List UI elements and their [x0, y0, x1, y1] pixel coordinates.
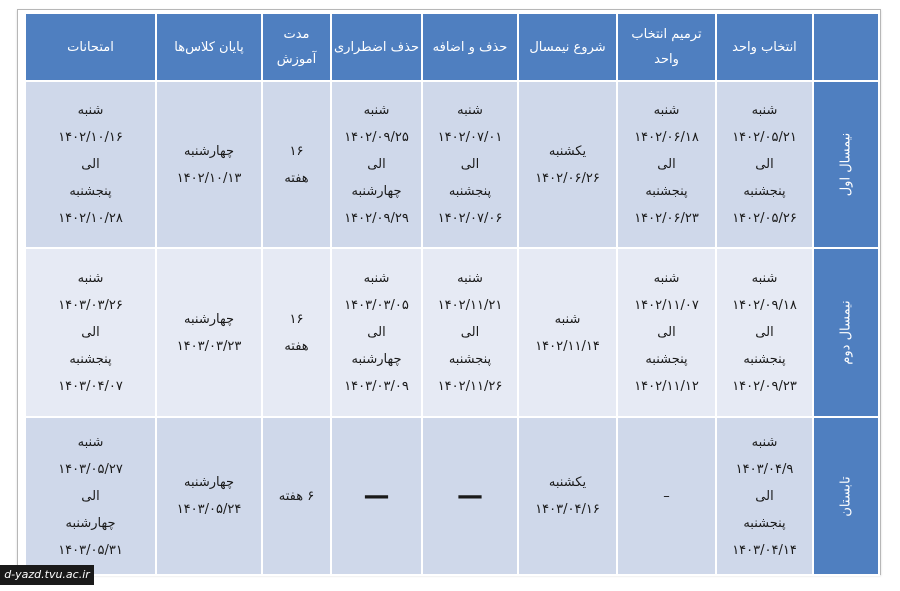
cell-add-drop: [422, 417, 518, 575]
header-add-drop: حذف و اضافه: [422, 13, 518, 81]
cell-line: ۱۴۰۳/۰۴/۱۶: [535, 502, 600, 517]
cell-line: ۱۴۰۲/۰۶/۲۳: [634, 211, 699, 226]
semester-label: [813, 81, 879, 248]
cell-line: الی: [755, 488, 774, 504]
cell-line: ۱۴۰۲/۰۷/۰۱: [437, 130, 503, 145]
cell-line: ۱۴۰۲/۰۹/۲۹: [344, 211, 409, 226]
cell-line: یکشنبه: [548, 143, 587, 159]
cell-line: ۱۴۰۳/۰۳/۲۳: [176, 338, 242, 354]
cell-line: شنبه: [77, 271, 104, 286]
cell-line: یکشنبه: [548, 475, 587, 490]
cell-duration: [262, 81, 331, 248]
cell-duration: [262, 417, 331, 575]
cell-line: شنبه: [751, 434, 778, 450]
semester-row: [25, 248, 879, 417]
cell-line: الی: [367, 325, 386, 340]
cell-line: ۱۴۰۲/۰۹/۲۵: [344, 130, 409, 145]
cell-unit-selection: [716, 81, 813, 248]
cell-line: الی: [755, 325, 774, 340]
cell-line: ۱۴۰۳/۰۳/۰۵: [344, 298, 409, 313]
cell-line: پنجشنبه: [69, 352, 112, 367]
cell-add-drop: [422, 248, 518, 417]
cell-line: شنبه: [653, 271, 680, 286]
cell-line: ۱۴۰۲/۱۰/۲۸: [58, 211, 123, 226]
cell-emergency-drop: [331, 248, 422, 417]
cell-line: ۱۴۰۳/۰۵/۲۷: [58, 461, 123, 477]
header-corner: [813, 13, 879, 81]
cell-unit-selection: [716, 417, 813, 575]
cell-line: ۱۴۰۲/۰۵/۲۱: [732, 130, 797, 145]
cell-line: ۱۴۰۲/۰۶/۲۶: [535, 170, 600, 186]
semester-label: [813, 417, 879, 575]
cell-classes-end: [156, 248, 262, 417]
cell-duration: [262, 248, 331, 417]
header-row: [25, 13, 879, 81]
header-duration: مدت آموزش: [262, 13, 331, 81]
header-unit-amendment: ترمیم انتخاب واحد: [617, 13, 716, 81]
semester-label-text: تابستان: [838, 475, 854, 517]
cell-line: ۱۴۰۳/۰۵/۲۴: [176, 502, 242, 517]
cell-line: الی: [81, 488, 100, 504]
cell-line: هفته: [284, 170, 309, 186]
cell-line: ۱۴۰۲/۱۱/۰۷: [634, 298, 699, 313]
cell-line: ۶ هفته: [278, 488, 315, 504]
cell-exams: [25, 248, 156, 417]
cell-line: الی: [657, 325, 676, 340]
cell-line: پنجشنبه: [645, 184, 688, 199]
cell-line: ۱۴۰۲/۰۹/۲۳: [732, 379, 797, 394]
cell-unit-selection: [716, 248, 813, 417]
cell-line: ۱۴۰۲/۱۱/۱۴: [535, 338, 600, 354]
cell-line: ۱۴۰۲/۰۶/۱۸: [634, 130, 699, 145]
cell-unit-amendment: [617, 417, 716, 575]
cell-line: الی: [81, 157, 100, 172]
cell-emergency-drop: [331, 417, 422, 575]
cell-line: ۱۴۰۲/۱۱/۲۶: [437, 379, 503, 394]
header-emergency-drop: حذف اضطراری: [331, 13, 422, 81]
cell-classes-end: [156, 417, 262, 575]
cell-line: چهارشنبه: [351, 184, 402, 199]
cell-line: هفته: [284, 338, 309, 354]
cell-line: شنبه: [751, 271, 778, 286]
cell-semester-start: [518, 248, 617, 417]
cell-line: چهارشنبه: [184, 311, 234, 327]
cell-line: ۱۴۰۳/۰۳/۲۶: [58, 298, 123, 313]
cell-line: ۱۴۰۳/۰۵/۳۱: [58, 542, 123, 558]
cell-line: الی: [657, 157, 676, 172]
cell-line: الی: [367, 157, 386, 172]
semester-row: [25, 417, 879, 575]
cell-line: شنبه: [77, 103, 104, 118]
cell-exams: [25, 81, 156, 248]
cell-line: پنجشنبه: [448, 352, 492, 367]
cell-line: شنبه: [363, 271, 390, 286]
cell-line: شنبه: [457, 103, 483, 118]
cell-line: ۱۴۰۳/۰۴/۹: [735, 461, 794, 477]
cell-unit-amendment: [617, 81, 716, 248]
cell-line: پنجشنبه: [743, 515, 786, 531]
header-semester-start: شروع نیمسال: [518, 13, 617, 81]
cell-line: پنجشنبه: [69, 184, 112, 199]
cell-semester-start: [518, 417, 617, 575]
cell-line: ۱۴۰۲/۱۱/۱۲: [634, 379, 699, 394]
semester-row: [25, 81, 879, 248]
semester-label: [813, 248, 879, 417]
academic-calendar-table: [24, 12, 880, 576]
cell-line: پنجشنبه: [448, 184, 492, 199]
cell-line: —: [363, 480, 390, 511]
cell-unit-amendment: [617, 248, 716, 417]
semester-label-text: نیمسال اول: [838, 132, 854, 197]
header-exams: امتحانات: [25, 13, 156, 81]
cell-emergency-drop: [331, 81, 422, 248]
cell-add-drop: [422, 81, 518, 248]
cell-line: چهارشنبه: [351, 352, 402, 367]
cell-line: ۱۶: [289, 143, 304, 159]
cell-line: ۱۴۰۲/۰۹/۱۸: [732, 298, 797, 313]
cell-line: شنبه: [751, 103, 778, 118]
cell-line: چهارشنبه: [184, 475, 234, 490]
cell-line: ۱۴۰۲/۰۷/۰۶: [437, 211, 503, 226]
cell-line: ۱۴۰۲/۱۰/۱۶: [58, 130, 123, 145]
cell-line: چهارشنبه: [65, 515, 116, 531]
cell-line: ۱۴۰۳/۰۴/۰۷: [58, 379, 123, 394]
cell-line: ۱۴۰۳/۰۴/۱۴: [732, 542, 797, 558]
header-classes-end: پایان کلاس‌ها: [156, 13, 262, 81]
cell-line: ۱۴۰۲/۱۰/۱۳: [176, 170, 242, 186]
cell-line: الی: [460, 157, 480, 172]
cell-line: —: [457, 480, 483, 511]
cell-semester-start: [518, 81, 617, 248]
cell-line: ۱۴۰۳/۰۳/۰۹: [344, 379, 409, 394]
cell-line: پنجشنبه: [743, 352, 786, 367]
site-watermark: d-yazd.tvu.ac.ir: [0, 565, 94, 585]
cell-line: شنبه: [363, 103, 390, 118]
cell-line: شنبه: [77, 434, 104, 450]
cell-line: شنبه: [554, 311, 581, 327]
cell-line: چهارشنبه: [184, 143, 234, 159]
cell-line: شنبه: [457, 271, 483, 286]
semester-label-text: نیمسال دوم: [838, 300, 854, 365]
cell-line: –: [663, 488, 670, 504]
cell-line: ۱۴۰۲/۱۱/۲۱: [437, 298, 503, 313]
cell-line: الی: [81, 325, 100, 340]
cell-line: پنجشنبه: [743, 184, 786, 199]
cell-line: الی: [755, 157, 774, 172]
cell-line: ۱۴۰۲/۰۵/۲۶: [732, 211, 797, 226]
cell-line: الی: [460, 325, 480, 340]
header-unit-selection: انتخاب واحد: [716, 13, 813, 81]
cell-exams: [25, 417, 156, 575]
cell-classes-end: [156, 81, 262, 248]
cell-line: ۱۶: [289, 311, 304, 327]
cell-line: پنجشنبه: [645, 352, 688, 367]
cell-line: شنبه: [653, 103, 680, 118]
